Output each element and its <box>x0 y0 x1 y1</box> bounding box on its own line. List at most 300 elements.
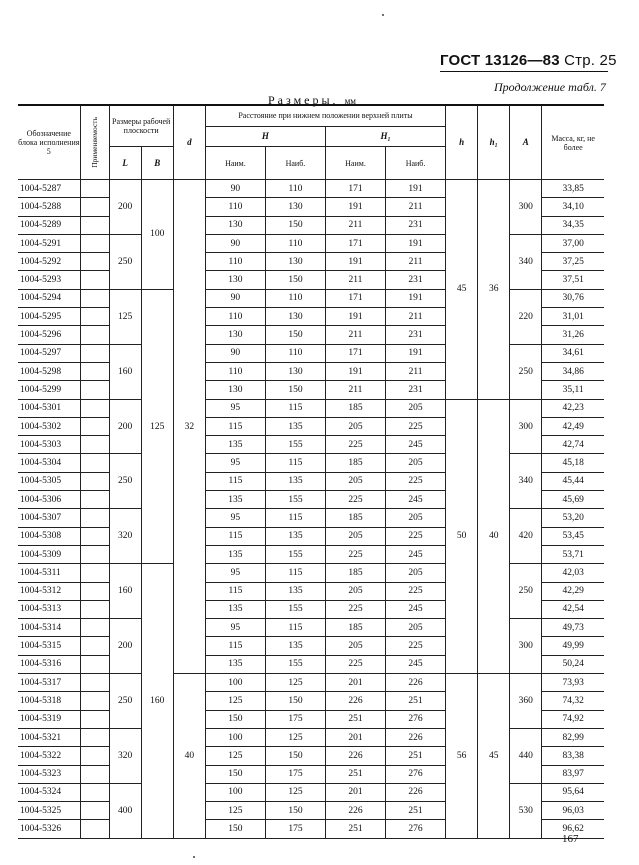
L-value: 160 <box>109 564 141 619</box>
block-designation: 1004-5309 <box>18 545 80 563</box>
d-value: 32 <box>173 180 205 674</box>
H1-max-value: 225 <box>386 582 446 600</box>
mass-value: 34,35 <box>542 216 604 234</box>
applicability-cell <box>80 436 109 454</box>
H1-max-value: 245 <box>386 436 446 454</box>
block-designation: 1004-5289 <box>18 216 80 234</box>
header-rule <box>440 71 608 72</box>
H-max-value: 150 <box>265 271 325 289</box>
table-row <box>18 619 604 637</box>
block-designation: 1004-5301 <box>18 399 80 417</box>
col-distance: Расстояние при нижнем положении верхней плиты <box>205 105 445 126</box>
col-h: h <box>446 105 478 180</box>
H1-min-value: 191 <box>325 308 385 326</box>
col-H1-min: Наим. <box>325 147 385 180</box>
H-max-value: 110 <box>265 234 325 252</box>
applicability-cell <box>80 417 109 435</box>
table-header <box>18 105 604 180</box>
H1-max-value: 231 <box>386 326 446 344</box>
H-max-value: 150 <box>265 216 325 234</box>
H-min-value: 150 <box>205 820 265 838</box>
H-min-value: 115 <box>205 472 265 490</box>
applicability-cell <box>80 472 109 490</box>
mass-value: 83,97 <box>542 765 604 783</box>
H1-min-value: 191 <box>325 198 385 216</box>
applicability-cell <box>80 674 109 692</box>
H1-max-value: 205 <box>386 509 446 527</box>
H1-max-value: 211 <box>386 198 446 216</box>
H-min-value: 95 <box>205 454 265 472</box>
L-value: 200 <box>109 619 141 674</box>
applicability-cell <box>80 308 109 326</box>
mass-value: 37,51 <box>542 271 604 289</box>
dimensions-unit: мм <box>344 96 356 106</box>
H1-min-value: 191 <box>325 253 385 271</box>
L-value: 320 <box>109 728 141 783</box>
H-max-value: 130 <box>265 253 325 271</box>
mass-value: 31,26 <box>542 326 604 344</box>
H1-max-value: 251 <box>386 692 446 710</box>
applicability-cell <box>80 655 109 673</box>
col-A: A <box>510 105 542 180</box>
dimensions-label: Размеры, <box>268 93 339 107</box>
applicability-cell <box>80 253 109 271</box>
H-max-value: 175 <box>265 710 325 728</box>
H1-max-value: 251 <box>386 747 446 765</box>
A-value: 340 <box>510 234 542 289</box>
mass-value: 35,11 <box>542 381 604 399</box>
H1-min-value: 185 <box>325 399 385 417</box>
scan-speck <box>382 14 384 16</box>
table-row <box>18 783 604 801</box>
H1-min-value: 225 <box>325 436 385 454</box>
block-designation: 1004-5295 <box>18 308 80 326</box>
col-H1: H₁ <box>325 126 445 146</box>
H-min-value: 90 <box>205 234 265 252</box>
A-value: 300 <box>510 619 542 674</box>
H-max-value: 125 <box>265 728 325 746</box>
H1-max-value: 231 <box>386 271 446 289</box>
h-value: 56 <box>446 674 478 839</box>
H1-min-value: 205 <box>325 472 385 490</box>
H1-min-value: 201 <box>325 783 385 801</box>
block-designation: 1004-5296 <box>18 326 80 344</box>
col-d: d <box>173 105 205 180</box>
col-mass: Масса, кг, не более <box>542 105 604 180</box>
block-designation: 1004-5302 <box>18 417 80 435</box>
H1-max-value: 191 <box>386 289 446 307</box>
H-min-value: 115 <box>205 582 265 600</box>
L-value: 160 <box>109 344 141 399</box>
col-applicability <box>80 105 109 180</box>
block-designation: 1004-5297 <box>18 344 80 362</box>
H-min-value: 95 <box>205 564 265 582</box>
B-value: 160 <box>141 564 173 838</box>
H1-max-value: 191 <box>386 234 446 252</box>
L-value: 250 <box>109 234 141 289</box>
H1-max-value: 225 <box>386 472 446 490</box>
applicability-cell <box>80 198 109 216</box>
H1-min-value: 205 <box>325 582 385 600</box>
H-max-value: 125 <box>265 783 325 801</box>
applicability-cell <box>80 289 109 307</box>
applicability-cell <box>80 344 109 362</box>
H-min-value: 125 <box>205 747 265 765</box>
H-min-value: 90 <box>205 344 265 362</box>
H1-max-value: 245 <box>386 655 446 673</box>
H1-min-value: 171 <box>325 289 385 307</box>
table-row <box>18 234 604 252</box>
standard-title <box>440 52 617 69</box>
H1-min-value: 185 <box>325 454 385 472</box>
H1-min-value: 205 <box>325 527 385 545</box>
mass-value: 31,01 <box>542 308 604 326</box>
H-max-value: 175 <box>265 765 325 783</box>
H-min-value: 100 <box>205 783 265 801</box>
block-designation: 1004-5303 <box>18 436 80 454</box>
block-designation: 1004-5307 <box>18 509 80 527</box>
H-max-value: 150 <box>265 381 325 399</box>
applicability-cell <box>80 820 109 838</box>
block-designation: 1004-5293 <box>18 271 80 289</box>
applicability-cell <box>80 692 109 710</box>
A-value: 220 <box>510 289 542 344</box>
H-max-value: 135 <box>265 472 325 490</box>
H-max-value: 135 <box>265 417 325 435</box>
block-designation: 1004-5315 <box>18 637 80 655</box>
H-max-value: 115 <box>265 564 325 582</box>
H1-min-value: 211 <box>325 271 385 289</box>
mass-value: 37,25 <box>542 253 604 271</box>
mass-value: 33,85 <box>542 180 604 198</box>
H1-min-value: 226 <box>325 802 385 820</box>
H1-min-value: 211 <box>325 216 385 234</box>
H1-max-value: 245 <box>386 491 446 509</box>
col-L: L <box>109 147 141 180</box>
H1-min-value: 191 <box>325 362 385 380</box>
mass-value: 34,86 <box>542 362 604 380</box>
applicability-cell <box>80 234 109 252</box>
mass-value: 42,23 <box>542 399 604 417</box>
table-row <box>18 509 604 527</box>
mass-value: 53,20 <box>542 509 604 527</box>
mass-value: 34,10 <box>542 198 604 216</box>
applicability-cell <box>80 399 109 417</box>
H-max-value: 150 <box>265 692 325 710</box>
A-value: 440 <box>510 728 542 783</box>
H-max-value: 115 <box>265 619 325 637</box>
A-value: 250 <box>510 344 542 399</box>
H1-min-value: 185 <box>325 619 385 637</box>
H-max-value: 115 <box>265 454 325 472</box>
A-value: 530 <box>510 783 542 838</box>
table-row <box>18 344 604 362</box>
L-value: 200 <box>109 180 141 235</box>
H-min-value: 130 <box>205 216 265 234</box>
H-max-value: 135 <box>265 527 325 545</box>
mass-value: 42,29 <box>542 582 604 600</box>
applicability-cell <box>80 381 109 399</box>
H-min-value: 135 <box>205 600 265 618</box>
block-designation: 1004-5322 <box>18 747 80 765</box>
H-max-value: 155 <box>265 655 325 673</box>
H1-min-value: 171 <box>325 344 385 362</box>
applicability-cell <box>80 216 109 234</box>
col-H-max: Наиб. <box>265 147 325 180</box>
H1-min-value: 225 <box>325 545 385 563</box>
col-designation: Обозначение блока исполнения 5 <box>18 105 80 180</box>
H1-max-value: 205 <box>386 399 446 417</box>
H-min-value: 135 <box>205 436 265 454</box>
H1-min-value: 185 <box>325 564 385 582</box>
block-designation: 1004-5317 <box>18 674 80 692</box>
mass-value: 82,99 <box>542 728 604 746</box>
applicability-cell <box>80 783 109 801</box>
applicability-cell <box>80 454 109 472</box>
H-max-value: 155 <box>265 436 325 454</box>
applicability-cell <box>80 326 109 344</box>
mass-value: 53,45 <box>542 527 604 545</box>
H1-min-value: 185 <box>325 509 385 527</box>
applicability-cell <box>80 271 109 289</box>
H1-min-value: 205 <box>325 637 385 655</box>
H1-max-value: 205 <box>386 564 446 582</box>
col-H: H <box>205 126 325 146</box>
H-max-value: 130 <box>265 362 325 380</box>
mass-value: 49,73 <box>542 619 604 637</box>
applicability-cell <box>80 619 109 637</box>
H1-min-value: 226 <box>325 747 385 765</box>
block-designation: 1004-5287 <box>18 180 80 198</box>
mass-value: 42,49 <box>542 417 604 435</box>
L-value: 250 <box>109 454 141 509</box>
H-max-value: 175 <box>265 820 325 838</box>
H1-min-value: 225 <box>325 491 385 509</box>
A-value: 340 <box>510 454 542 509</box>
H-max-value: 110 <box>265 180 325 198</box>
H1-max-value: 245 <box>386 600 446 618</box>
applicability-cell <box>80 765 109 783</box>
A-value: 250 <box>510 564 542 619</box>
table-row <box>18 180 604 198</box>
L-value: 200 <box>109 399 141 454</box>
H1-min-value: 251 <box>325 710 385 728</box>
H-min-value: 150 <box>205 710 265 728</box>
L-value: 320 <box>109 509 141 564</box>
H-max-value: 110 <box>265 344 325 362</box>
block-designation: 1004-5326 <box>18 820 80 838</box>
A-value: 300 <box>510 399 542 454</box>
applicability-cell <box>80 564 109 582</box>
mass-value: 42,03 <box>542 564 604 582</box>
H1-max-value: 205 <box>386 619 446 637</box>
block-designation: 1004-5312 <box>18 582 80 600</box>
H1-max-value: 231 <box>386 381 446 399</box>
applicability-cell <box>80 509 109 527</box>
scan-speck <box>193 856 195 858</box>
mass-value: 74,32 <box>542 692 604 710</box>
block-designation: 1004-5292 <box>18 253 80 271</box>
applicability-cell <box>80 362 109 380</box>
L-value: 125 <box>109 289 141 344</box>
dimensions-table <box>18 104 604 839</box>
B-value: 100 <box>141 180 173 290</box>
H-min-value: 135 <box>205 545 265 563</box>
A-value: 420 <box>510 509 542 564</box>
H-min-value: 110 <box>205 253 265 271</box>
H1-max-value: 276 <box>386 710 446 728</box>
A-value: 300 <box>510 180 542 235</box>
H-min-value: 110 <box>205 308 265 326</box>
H-max-value: 130 <box>265 198 325 216</box>
H-min-value: 90 <box>205 180 265 198</box>
A-value: 360 <box>510 674 542 729</box>
h-value: 45 <box>446 180 478 400</box>
H-min-value: 135 <box>205 491 265 509</box>
applicability-label: Применяемость <box>89 117 99 168</box>
H1-max-value: 251 <box>386 802 446 820</box>
mass-value: 42,74 <box>542 436 604 454</box>
H1-min-value: 211 <box>325 381 385 399</box>
H-max-value: 125 <box>265 674 325 692</box>
H1-max-value: 276 <box>386 820 446 838</box>
H-max-value: 135 <box>265 637 325 655</box>
B-value: 125 <box>141 289 173 563</box>
H1-max-value: 211 <box>386 308 446 326</box>
block-designation: 1004-5313 <box>18 600 80 618</box>
mass-value: 83,38 <box>542 747 604 765</box>
standard-number: ГОСТ 13126—83 <box>440 52 560 69</box>
H1-min-value: 251 <box>325 820 385 838</box>
H-min-value: 95 <box>205 509 265 527</box>
H1-max-value: 225 <box>386 417 446 435</box>
H1-min-value: 205 <box>325 417 385 435</box>
applicability-cell <box>80 637 109 655</box>
mass-value: 45,18 <box>542 454 604 472</box>
col-work-surface: Размеры рабочей плоскости <box>109 105 173 147</box>
table-row <box>18 728 604 746</box>
block-designation: 1004-5306 <box>18 491 80 509</box>
H-min-value: 100 <box>205 674 265 692</box>
col-h1: h₁ <box>478 105 510 180</box>
mass-value: 96,03 <box>542 802 604 820</box>
H1-max-value: 226 <box>386 728 446 746</box>
table-continuation-note: Продолжение табл. 7 <box>494 80 606 94</box>
block-designation: 1004-5311 <box>18 564 80 582</box>
H1-max-value: 225 <box>386 637 446 655</box>
H-min-value: 115 <box>205 637 265 655</box>
H-max-value: 150 <box>265 326 325 344</box>
col-H1-max: Наиб. <box>386 147 446 180</box>
block-designation: 1004-5324 <box>18 783 80 801</box>
H-min-value: 95 <box>205 619 265 637</box>
H-min-value: 100 <box>205 728 265 746</box>
L-value: 250 <box>109 674 141 729</box>
block-designation: 1004-5305 <box>18 472 80 490</box>
H1-min-value: 226 <box>325 692 385 710</box>
block-designation: 1004-5304 <box>18 454 80 472</box>
H-min-value: 130 <box>205 271 265 289</box>
block-designation: 1004-5325 <box>18 802 80 820</box>
H1-max-value: 211 <box>386 253 446 271</box>
block-designation: 1004-5288 <box>18 198 80 216</box>
H1-max-value: 245 <box>386 545 446 563</box>
block-designation: 1004-5294 <box>18 289 80 307</box>
H-min-value: 125 <box>205 802 265 820</box>
H-max-value: 115 <box>265 509 325 527</box>
block-designation: 1004-5323 <box>18 765 80 783</box>
H-max-value: 155 <box>265 491 325 509</box>
applicability-cell <box>80 710 109 728</box>
mass-value: 34,61 <box>542 344 604 362</box>
H-min-value: 125 <box>205 692 265 710</box>
mass-value: 96,62 <box>542 820 604 838</box>
block-designation: 1004-5316 <box>18 655 80 673</box>
block-designation: 1004-5321 <box>18 728 80 746</box>
h1-value: 45 <box>478 674 510 839</box>
block-designation: 1004-5319 <box>18 710 80 728</box>
d-value: 40 <box>173 674 205 839</box>
H-max-value: 130 <box>265 308 325 326</box>
H1-max-value: 276 <box>386 765 446 783</box>
H1-min-value: 211 <box>325 326 385 344</box>
mass-value: 53,71 <box>542 545 604 563</box>
col-B: B <box>141 147 173 180</box>
H-min-value: 110 <box>205 362 265 380</box>
table-row <box>18 454 604 472</box>
H1-max-value: 211 <box>386 362 446 380</box>
block-designation: 1004-5314 <box>18 619 80 637</box>
H1-min-value: 201 <box>325 674 385 692</box>
H1-min-value: 251 <box>325 765 385 783</box>
H-min-value: 90 <box>205 289 265 307</box>
H-max-value: 150 <box>265 802 325 820</box>
page-label: Стр. 25 <box>564 52 617 69</box>
h-value: 50 <box>446 399 478 673</box>
mass-value: 45,44 <box>542 472 604 490</box>
table-row <box>18 399 604 417</box>
applicability-cell <box>80 582 109 600</box>
H1-min-value: 225 <box>325 600 385 618</box>
block-designation: 1004-5318 <box>18 692 80 710</box>
H-max-value: 155 <box>265 600 325 618</box>
H-max-value: 110 <box>265 289 325 307</box>
H1-max-value: 226 <box>386 783 446 801</box>
mass-value: 74,92 <box>542 710 604 728</box>
H1-max-value: 191 <box>386 344 446 362</box>
page-number: 167 <box>562 833 579 845</box>
H-max-value: 115 <box>265 399 325 417</box>
H-min-value: 135 <box>205 655 265 673</box>
H1-min-value: 225 <box>325 655 385 673</box>
H1-min-value: 201 <box>325 728 385 746</box>
mass-value: 37,00 <box>542 234 604 252</box>
H-min-value: 150 <box>205 765 265 783</box>
mass-value: 95,64 <box>542 783 604 801</box>
mass-value: 30,76 <box>542 289 604 307</box>
H1-max-value: 231 <box>386 216 446 234</box>
applicability-cell <box>80 600 109 618</box>
H1-max-value: 226 <box>386 674 446 692</box>
applicability-cell <box>80 747 109 765</box>
mass-value: 45,69 <box>542 491 604 509</box>
h1-value: 36 <box>478 180 510 400</box>
h1-value: 40 <box>478 399 510 673</box>
applicability-cell <box>80 728 109 746</box>
block-designation: 1004-5298 <box>18 362 80 380</box>
mass-value: 49,99 <box>542 637 604 655</box>
block-designation: 1004-5308 <box>18 527 80 545</box>
